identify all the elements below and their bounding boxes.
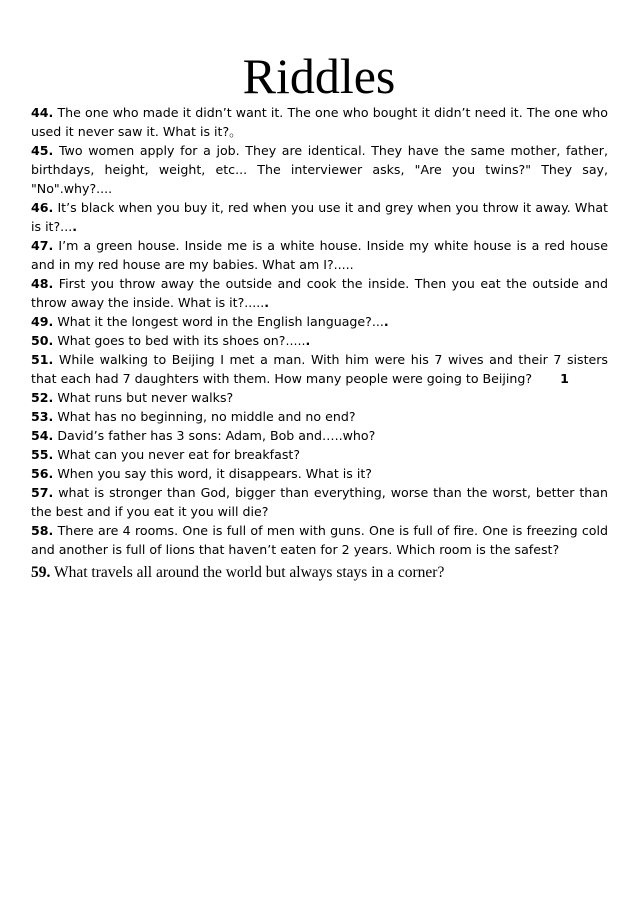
riddle-text: what is stronger than God, bigger than everything, worse than the worst, better than the best and if you eat it you will die? — [31, 485, 608, 519]
riddle-tail: . — [383, 314, 389, 329]
riddle-list — [31, 103, 608, 585]
riddle-number: 50. — [31, 333, 54, 348]
riddle-56 — [31, 464, 608, 483]
riddle-text: What it the longest word in the English language?... — [53, 314, 384, 329]
riddle-number: 46. — [31, 200, 54, 215]
riddle-text: There are 4 rooms. One is full of men with guns. One is full of fire. One is freezing cold and another is full of lions that haven’t eaten for 2 years. Which room is the safest? — [31, 523, 608, 557]
riddle-text: I’m a green house. Inside me is a white house. Inside my white house is a red house and in my red house are my babies. What am I?..... — [31, 238, 608, 272]
riddle-text: The one who made it didn’t want it. The one who bought it didn’t need it. The one who used it never saw it. What is it?。 — [31, 105, 608, 139]
riddle-number: 47. — [31, 238, 54, 253]
riddle-number: 49. — [31, 314, 54, 329]
riddle-text: What runs but never walks? — [53, 390, 234, 405]
page-title: Riddles — [242, 48, 396, 104]
riddle-text: What travels all around the world but always stays in a corner? — [50, 564, 445, 581]
riddle-text: David’s father has 3 sons: Adam, Bob and…..who? — [53, 428, 376, 443]
riddle-54 — [31, 426, 608, 445]
riddle-47 — [31, 236, 608, 274]
riddle-number: 51. — [31, 352, 54, 367]
riddle-number: 55. — [31, 447, 54, 462]
riddle-text: When you say this word, it disappears. What is it? — [53, 466, 372, 481]
riddle-text: While walking to Beijing I met a man. With him were his 7 wives and their 7 sisters that each had 7 daughters with them. How many people were going to Beijing? — [31, 352, 608, 386]
riddle-text: What can you never eat for breakfast? — [53, 447, 301, 462]
riddle-46 — [31, 198, 608, 236]
riddle-59 — [31, 561, 608, 585]
riddle-number: 45. — [31, 143, 54, 158]
riddle-number: 52. — [31, 390, 54, 405]
riddle-number: 48. — [31, 276, 54, 291]
riddle-text: What goes to bed with its shoes on?..... — [53, 333, 306, 348]
riddle-number: 44. — [31, 105, 54, 120]
riddle-45 — [31, 141, 608, 198]
riddle-text: First you throw away the outside and cook the inside. Then you eat the outside and throw away the inside. What is it?..... — [31, 276, 608, 310]
riddle-text: What has no beginning, no middle and no end? — [53, 409, 356, 424]
riddle-text: Two women apply for a job. They are identical. They have the same mother, father, birthdays, height, weight, etc... The interviewer asks, "Are you twins?" They say, "No".why?.... — [31, 143, 608, 196]
riddle-number: 59. — [31, 564, 51, 581]
riddle-48 — [31, 274, 608, 312]
riddle-tail: . — [72, 219, 77, 234]
riddle-tail: . — [264, 295, 270, 310]
riddle-44 — [31, 103, 608, 141]
riddle-number: 58. — [31, 523, 54, 538]
riddle-50 — [31, 331, 608, 350]
riddle-55 — [31, 445, 608, 464]
riddle-52 — [31, 388, 608, 407]
riddle-number: 54. — [31, 428, 54, 443]
riddle-51 — [31, 350, 608, 388]
riddle-57 — [31, 483, 608, 521]
riddle-58 — [31, 521, 608, 559]
riddle-53 — [31, 407, 608, 426]
riddle-tail: . — [305, 333, 311, 348]
riddle-49 — [31, 312, 608, 331]
riddle-text: It’s black when you buy it, red when you use it and grey when you throw it away. What is it?... — [31, 200, 608, 234]
riddle-number: 57. — [31, 485, 54, 500]
page-number: 1 — [560, 371, 569, 386]
riddle-number: 56. — [31, 466, 54, 481]
riddle-number: 53. — [31, 409, 54, 424]
